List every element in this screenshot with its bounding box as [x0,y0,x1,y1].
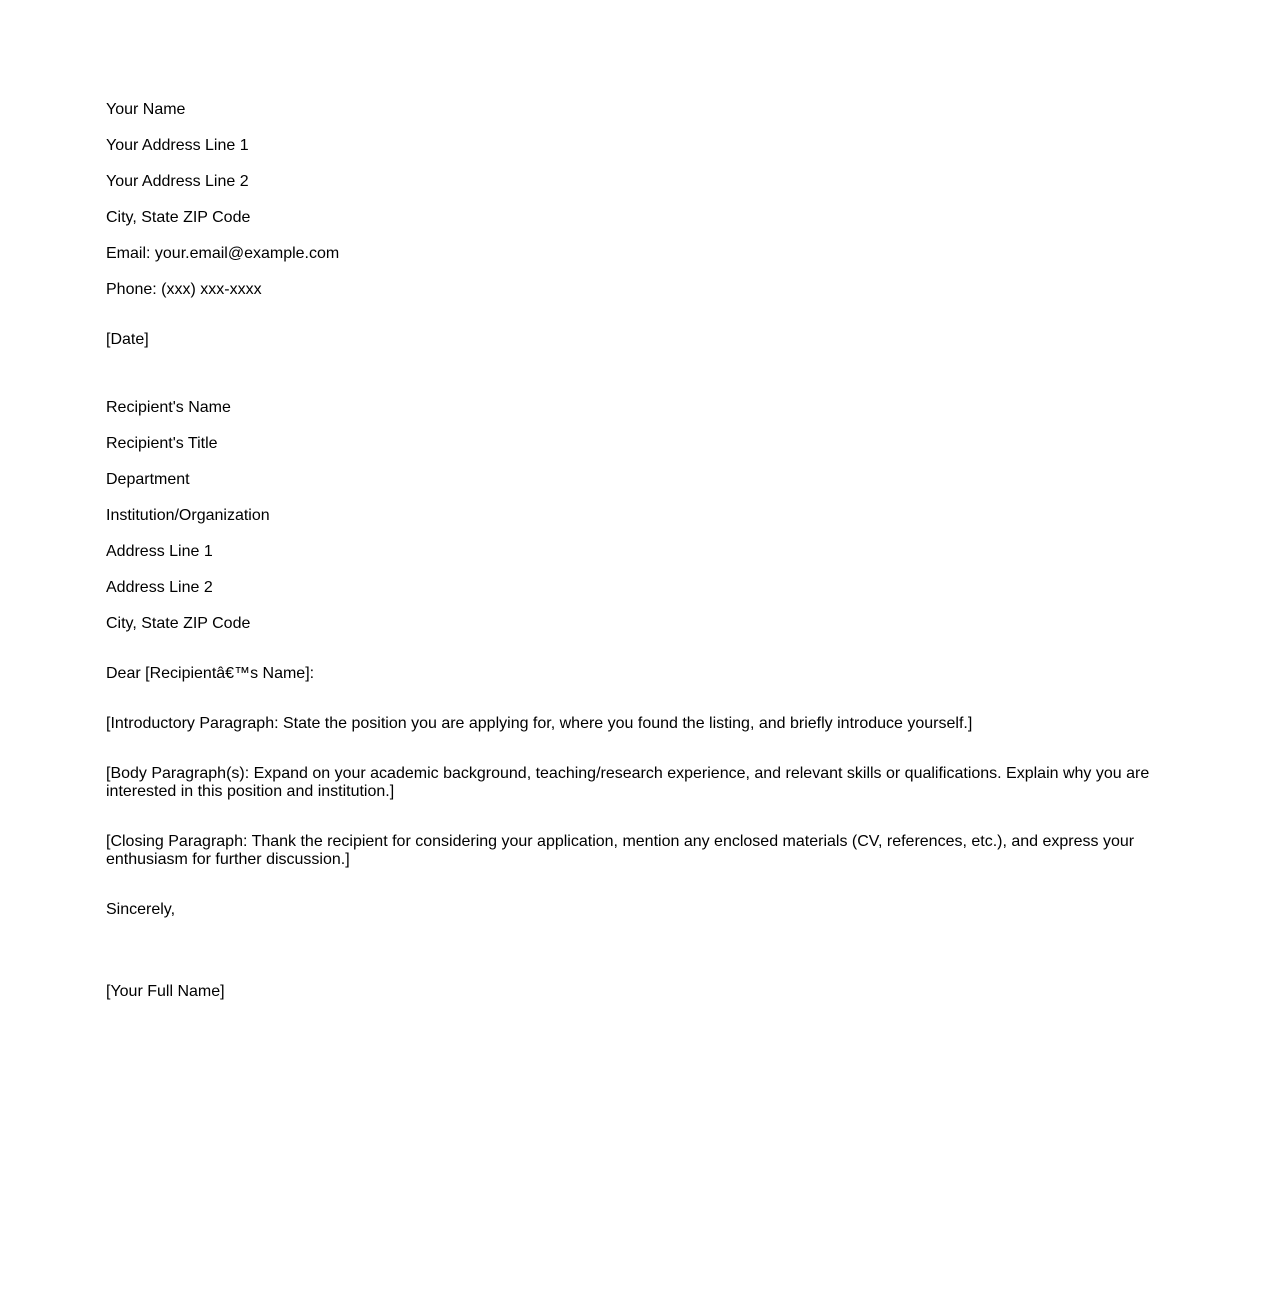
signoff: Sincerely, [106,901,176,918]
sender-phone: Phone: (xxx) xxx-xxxx [106,281,262,298]
body-paragraph: [Body Paragraph(s): Expand on your academic background, teaching/research experience, and relevant skills or qualifications. Explain why you are interested in this position and institution.] [106,765,1150,800]
sender-address-line-1: Your Address Line 1 [106,137,249,154]
recipient-title: Recipient's Title [106,435,218,452]
sender-address-line-2: Your Address Line 2 [106,173,249,190]
recipient-department: Department [106,471,190,488]
recipient-address-line-2: Address Line 2 [106,579,213,596]
salutation: Dear [Recipientâ€™s Name]: [106,665,315,682]
closing-paragraph: [Closing Paragraph: Thank the recipient for considering your application, mention any enclosed materials (CV, references, etc.), and express your enthusiasm for further discussion.] [106,833,1135,868]
signature-name: [Your Full Name] [106,983,225,1000]
recipient-name: Recipient's Name [106,399,231,416]
sender-city-state-zip: City, State ZIP Code [106,209,251,226]
recipient-city-state-zip: City, State ZIP Code [106,615,251,632]
sender-email: Email: your.email@example.com [106,245,340,262]
recipient-institution: Institution/Organization [106,507,270,524]
letter-date: [Date] [106,331,149,348]
intro-paragraph: [Introductory Paragraph: State the position you are applying for, where you found the listing, and briefly introduce yourself.] [106,715,973,732]
sender-name: Your Name [106,101,186,118]
recipient-address-line-1: Address Line 1 [106,543,213,560]
